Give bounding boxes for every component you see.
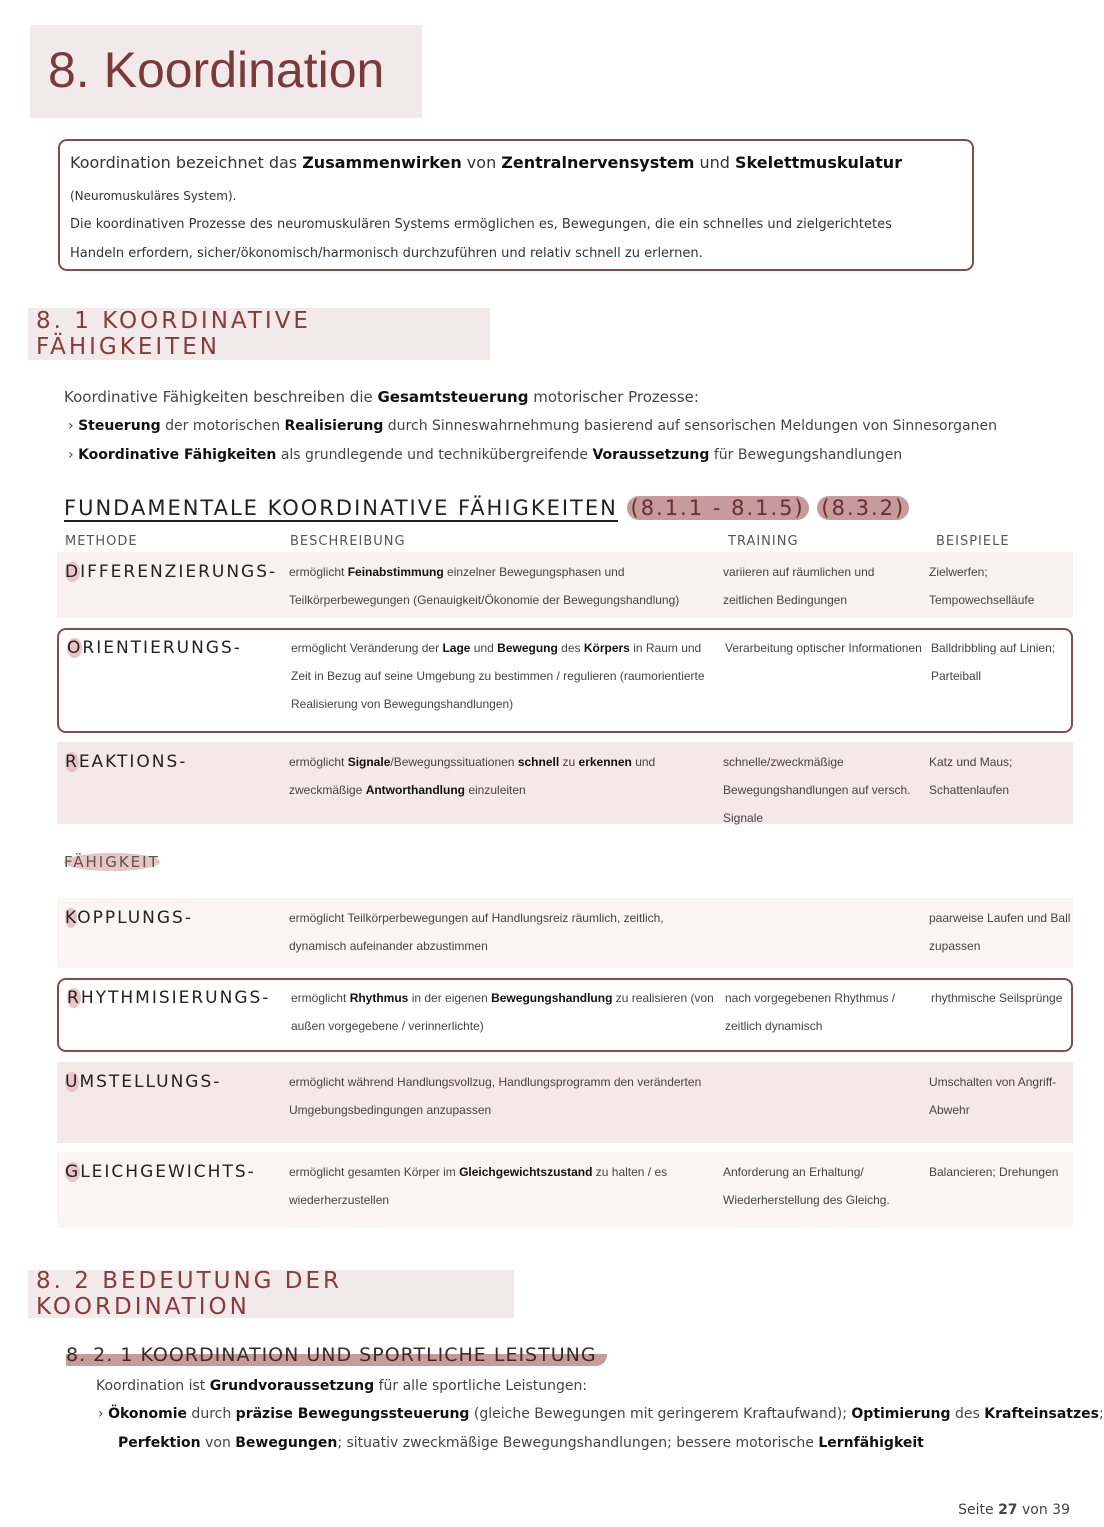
text-segment: motorischer Prozesse: xyxy=(528,388,699,406)
text-segment: des xyxy=(950,1406,985,1422)
definition-line xyxy=(70,217,892,232)
definition-line xyxy=(70,246,703,261)
title-box xyxy=(30,25,422,118)
text-segment: › xyxy=(68,418,79,434)
table-row xyxy=(57,1152,1073,1228)
method-initial: R xyxy=(67,988,81,1008)
text-segment: des xyxy=(557,641,584,655)
method-rest: LEICHGEWICHTS- xyxy=(80,1162,256,1182)
text-segment: ermöglicht Veränderung der xyxy=(291,641,443,655)
table-row xyxy=(57,1062,1073,1143)
intro-text xyxy=(96,1378,587,1394)
text-segment: als grundlegende und technikübergreifende xyxy=(276,447,593,463)
training-cell: schnelle/zweckmäßige Bewegungshandlungen auf versch. Signale xyxy=(723,755,911,825)
text-segment: ; xyxy=(1098,1406,1104,1422)
page-title: 8. Koordination xyxy=(48,42,385,98)
training-cell: nach vorgegebenen Rhythmus / zeitlich dynamisch xyxy=(725,991,896,1033)
emphasis-text: Bewegung xyxy=(497,641,558,655)
column-header-training: TRAINING xyxy=(728,534,799,549)
text-segment: in der eigenen xyxy=(408,991,492,1005)
examples-cell: Balldribbling auf Linien; Parteiball xyxy=(931,641,1056,683)
text-segment: durch xyxy=(186,1406,236,1422)
table-row xyxy=(57,742,1073,824)
text-segment: /Bewegungssituationen xyxy=(390,755,518,769)
text-segment: in Raum und Zeit in Bezug auf seine Umgebung zu bestimmen / regulieren (raumorientierte Realisierung von Bewegungshandlungen) xyxy=(291,641,705,711)
text-segment: zu halten / es wiederherzustellen xyxy=(289,1165,668,1207)
table-row xyxy=(57,628,1073,733)
reference-badge: (8.3.2) xyxy=(817,496,909,520)
fundamental-heading xyxy=(64,496,909,520)
subsection-heading-8-2-1: 8. 2. 1 KOORDINATION UND SPORTLICHE LEISTUNG xyxy=(66,1344,607,1366)
emphasis-text: Rhythmus xyxy=(349,991,409,1005)
text-segment: Koordination bezeichnet das xyxy=(70,153,303,172)
fundamental-heading-text: FUNDAMENTALE KOORDINATIVE FÄHIGKEITEN xyxy=(64,496,618,520)
text-segment: ermöglicht xyxy=(289,565,348,579)
method-name xyxy=(65,1162,256,1182)
section-heading-8-2: 8. 2 BEDEUTUNG DER KOORDINATION xyxy=(28,1270,514,1318)
text-segment: der motorischen xyxy=(160,418,285,434)
method-initial: R xyxy=(65,752,79,772)
table-row xyxy=(57,978,1073,1052)
text-segment: (Neuromuskuläres System). xyxy=(70,189,237,203)
examples-cell: Umschalten von Angriff-Abwehr xyxy=(929,1075,1057,1117)
emphasis-text: Voraussetzung xyxy=(592,447,710,463)
text-segment: zu xyxy=(559,755,579,769)
description-cell xyxy=(291,634,723,718)
total-pages: von 39 xyxy=(1017,1502,1070,1518)
emphasis-text: Körpers xyxy=(583,641,630,655)
section-heading-8-1: 8. 1 KOORDINATIVE FÄHIGKEITEN xyxy=(28,308,490,360)
emphasis-text: Steuerung xyxy=(78,418,161,434)
emphasis-text: Lernfähigkeit xyxy=(818,1435,924,1451)
examples-cell: rhythmische Seilsprünge xyxy=(931,991,1063,1005)
method-initial: U xyxy=(65,1072,80,1092)
intro-text xyxy=(64,388,699,406)
emphasis-text: Grundvoraussetzung xyxy=(209,1378,375,1394)
text-segment: Die koordinativen Prozesse des neuromuskulären Systems ermöglichen es, Bewegungen, die ein schnelles und zielgerichtetes xyxy=(70,217,892,232)
emphasis-text: Lage xyxy=(442,641,471,655)
method-name xyxy=(67,638,242,658)
emphasis-text: Signale xyxy=(347,755,391,769)
text-segment: ; situativ zweckmäßige Bewegungshandlungen; bessere motorische xyxy=(337,1435,819,1451)
examples-cell: paarweise Laufen und Ball zupassen xyxy=(929,911,1071,953)
method-name xyxy=(65,562,277,582)
text-segment: und xyxy=(470,641,498,655)
emphasis-text: erkennen xyxy=(578,755,632,769)
definition-line xyxy=(70,153,902,172)
text-segment: und zweckmäßige xyxy=(289,755,656,797)
method-rest: HYTHMISIERUNGS- xyxy=(80,988,271,1008)
method-rest: EAKTIONS- xyxy=(78,752,188,772)
examples-cell: Balancieren; Drehungen xyxy=(929,1165,1059,1179)
text-segment: ermöglicht xyxy=(289,755,348,769)
emphasis-text: Krafteinsatzes xyxy=(984,1406,1099,1422)
method-rest: MSTELLUNGS- xyxy=(79,1072,222,1092)
method-initial: O xyxy=(67,638,83,658)
emphasis-text: Koordinative Fähigkeiten xyxy=(78,447,277,463)
emphasis-text: Skelettmuskulatur xyxy=(735,153,903,172)
emphasis-text: Bewegungen xyxy=(235,1435,338,1451)
method-name xyxy=(67,988,270,1008)
text-segment: für Bewegungshandlungen xyxy=(709,447,903,463)
emphasis-text: Zentralnervensystem xyxy=(501,153,695,172)
method-rest: IFFERENZIERUNGS- xyxy=(80,562,278,582)
column-header-description: BESCHREIBUNG xyxy=(290,534,406,549)
emphasis-text: Gleichgewichtszustand xyxy=(459,1165,593,1179)
current-page: 27 xyxy=(998,1502,1018,1518)
text-segment: Koordinative Fähigkeiten beschreiben die xyxy=(64,388,378,406)
text-segment: für alle sportliche Leistungen: xyxy=(374,1378,588,1394)
emphasis-text: Bewegungshandlung xyxy=(491,991,613,1005)
method-initial: G xyxy=(65,1162,81,1182)
emphasis-text: Feinabstimmung xyxy=(347,565,444,579)
method-initial: D xyxy=(65,562,81,582)
text-segment: ermöglicht während Handlungsvollzug, Handlungsprogramm den veränderten Umgebungsbedingungen anzupassen xyxy=(289,1075,702,1117)
description-cell xyxy=(289,558,721,614)
text-segment: einzelner Bewegungsphasen und Teilkörperbewegungen (Genauigkeit/Ökonomie der Bewegungshandlung) xyxy=(289,565,680,607)
description-cell xyxy=(289,1068,721,1124)
ability-label xyxy=(64,853,160,871)
bullet-item xyxy=(68,447,902,463)
table-row xyxy=(57,898,1073,968)
emphasis-text: schnell xyxy=(517,755,560,769)
text-segment: und xyxy=(694,153,736,172)
text-segment: einzuleiten xyxy=(465,783,526,797)
text-segment: (gleiche Bewegungen mit geringerem Kraftaufwand); xyxy=(469,1406,852,1422)
page-number xyxy=(958,1502,1070,1518)
method-initial: K xyxy=(65,908,78,928)
examples-cell: Zielwerfen; Tempowechselläufe xyxy=(929,565,1035,607)
text-segment: Koordination ist xyxy=(96,1378,210,1394)
training-cell: variieren auf räumlichen und zeitlichen Bedingungen xyxy=(723,565,875,607)
training-cell: Verarbeitung optischer Informationen xyxy=(725,641,922,655)
text-segment: › xyxy=(98,1406,109,1422)
definition-line xyxy=(70,189,236,203)
text-segment: ermöglicht xyxy=(291,991,350,1005)
description-cell xyxy=(291,984,723,1040)
emphasis-text: Optimierung xyxy=(851,1406,951,1422)
text-segment: ermöglicht Teilkörperbewegungen auf Handlungsreiz räumlich, zeitlich, dynamisch aufeinander abzustimmen xyxy=(289,911,664,953)
page-label: Seite xyxy=(958,1502,999,1518)
method-name xyxy=(65,1072,221,1092)
table-row xyxy=(57,552,1073,618)
emphasis-text: Antworthandlung xyxy=(365,783,465,797)
emphasis-text: Zusammenwirken xyxy=(302,153,462,172)
training-cell: Anforderung an Erhaltung/ Wiederherstellung des Gleichg. xyxy=(723,1165,890,1207)
text-segment: › xyxy=(68,447,79,463)
reference-badge: (8.1.1 - 8.1.5) xyxy=(627,496,809,520)
method-name xyxy=(65,752,187,772)
text-segment: durch Sinneswahrnehmung basierend auf sensorischen Meldungen von Sinnesorganen xyxy=(383,418,997,434)
emphasis-text: präzise Bewegungssteuerung xyxy=(235,1406,470,1422)
emphasis-text: Ökonomie xyxy=(108,1406,187,1422)
column-header-method: METHODE xyxy=(65,534,138,549)
bullet-item xyxy=(98,1406,1104,1422)
examples-cell: Katz und Maus; Schattenlaufen xyxy=(929,755,1013,797)
description-cell xyxy=(289,904,721,960)
emphasis-text: Gesamtsteuerung xyxy=(377,388,529,406)
text-segment: zu realisieren (von außen vorgegebene / verinnerlichte) xyxy=(291,991,714,1033)
ability-label-text: FÄHIGKEIT xyxy=(64,853,160,871)
emphasis-text: Realisierung xyxy=(284,418,384,434)
method-rest: OPPLUNGS- xyxy=(77,908,193,928)
emphasis-text: Perfektion xyxy=(118,1435,201,1451)
text-segment: von xyxy=(200,1435,236,1451)
method-name xyxy=(65,908,193,928)
bullet-item xyxy=(68,418,997,434)
description-cell xyxy=(289,1158,721,1214)
definition-box xyxy=(58,139,974,271)
text-segment: von xyxy=(461,153,502,172)
text-segment: Handeln erfordern, sicher/ökonomisch/harmonisch durchzuführen und relativ schnell zu erlernen. xyxy=(70,246,703,261)
bullet-continuation xyxy=(118,1435,924,1451)
column-header-examples: BEISPIELE xyxy=(936,534,1010,549)
text-segment: ermöglicht gesamten Körper im xyxy=(289,1165,460,1179)
method-rest: RIENTIERUNGS- xyxy=(82,638,242,658)
description-cell xyxy=(289,748,721,804)
